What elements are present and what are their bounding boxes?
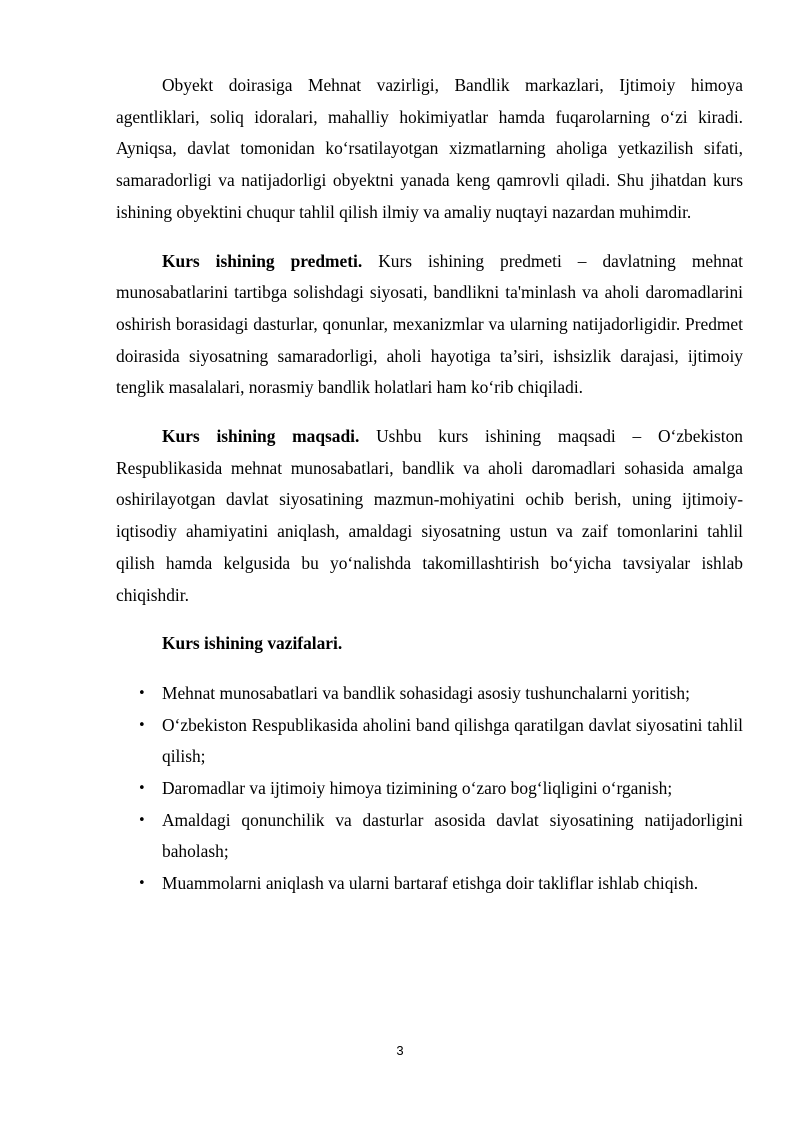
- goal-text: Ushbu kurs ishining maqsadi – O‘zbekiston Respublikasida mehnat munosabatlari, bandlik va aholi daromadlari sohasida amalga oshirilayotgan davlat siyosatining mazmun-mohiyatini ochib berish, uning ijtimoiy-iqtisodiy ahamiyatini aniqlash, amaldagi siyosatning ustun va zaif tomonlarini tahlil qilish hamda kelgusida bu yo‘nalishda takomillashtirish bo‘yicha tavsiyalar ishlab chiqishdir.: [116, 426, 743, 605]
- list-item: [116, 773, 743, 805]
- tasks-heading: Kurs ishining vazifalari.: [162, 633, 343, 654]
- goal-paragraph: [116, 421, 743, 611]
- document-page: [116, 70, 743, 900]
- list-item: [116, 805, 743, 868]
- subject-text: Kurs ishining predmeti – davlatning mehnat munosabatlarini tartibga solishdagi siyosati, bandlikni ta'minlash va aholi daromadlarini oshirish borasidagi dasturlar, qonunlar, mexanizmlar va ularning natijadorligidir. Predmet doirasida siyosatning samaradorligi, aholi hayotiga ta’siri, ishsizlik darajasi, ijtimoiy tenglik masalalari, norasmiy bandlik holatlari ham ko‘rib chiqiladi.: [116, 250, 744, 398]
- subject-paragraph: [116, 246, 743, 405]
- list-item: [116, 710, 743, 773]
- bullet-icon: •: [138, 685, 146, 701]
- bullet-icon: •: [138, 717, 146, 733]
- list-item-text: Mehnat munosabatlari va bandlik sohasidagi asosiy tushunchalarni yoritish;: [162, 682, 690, 703]
- bullet-icon: •: [138, 812, 146, 828]
- list-item-text: Daromadlar va ijtimoiy himoya tizimining o‘zaro bog‘liqligini o‘rganish;: [162, 778, 673, 799]
- tasks-list: [116, 678, 743, 900]
- bullet-icon: •: [138, 781, 146, 797]
- list-item: [116, 868, 743, 900]
- list-item: [116, 678, 743, 710]
- object-paragraph: Obyekt doirasiga Mehnat vazirligi, Bandlik markazlari, Ijtimoiy himoya agentliklari, soliq idoralari, mahalliy hokimiyatlar hamda fuqarolarning o‘zi kiradi. Ayniqsa, davlat tomonidan ko‘rsatilayotgan xizmatlarning aholiga yetkazilish sifati, samaradorligi va natijadorligi obyektni yanada keng qamrovli qiladi. Shu jihatdan kurs ishining obyektini chuqur tahlil qilish ilmiy va amaliy nuqtayi nazardan muhimdir.: [116, 75, 743, 222]
- list-item-text: O‘zbekiston Respublikasida aholini band qilishga qaratilgan davlat siyosatini tahlil qilish;: [162, 714, 743, 767]
- list-item-text: Muammolarni aniqlash va ularni bartaraf etishga doir takliflar ishlab chiqish.: [162, 873, 699, 894]
- bullet-icon: •: [138, 876, 146, 892]
- goal-heading: Kurs ishining maqsadi.: [162, 426, 360, 447]
- list-item-text: Amaldagi qonunchilik va dasturlar asosida davlat siyosatining natijadorligini baholash;: [162, 809, 743, 862]
- subject-heading: Kurs ishining predmeti.: [162, 250, 363, 271]
- page-number: 3: [396, 1043, 404, 1058]
